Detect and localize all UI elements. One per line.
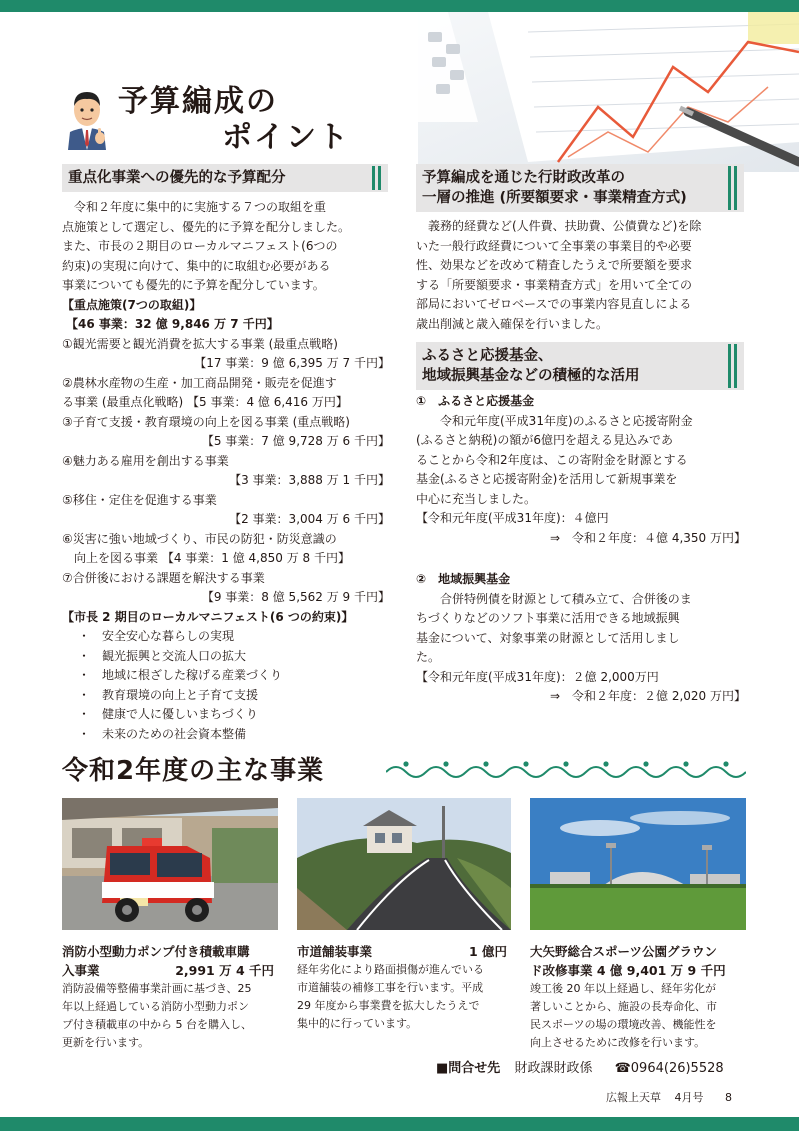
funds-body	[416, 392, 746, 707]
fund-line: ちづくりなどのソフト事業に活用できる地域振興	[416, 611, 680, 625]
fund-line: 合併特例債を財源として積み立て、合併後のま	[440, 591, 692, 606]
measure-amount: 【2 事業：3,004 万 6 千円】	[229, 512, 390, 526]
subheading-key-total: 【46 事業：32 億 9,846 万 7 千円】	[66, 317, 279, 331]
heading-bars	[728, 166, 738, 210]
fund-title: ① ふるさと応援基金	[416, 394, 535, 408]
reform-line: 義務的経費など(人件費、扶助費、公債費など)を除	[428, 219, 702, 233]
priority-body	[62, 198, 390, 744]
page-title	[118, 84, 350, 156]
project-desc: 竣工後 20 年以上経過し、経年劣化が	[530, 982, 716, 995]
issue-label: 4月号	[674, 1091, 704, 1104]
project-amount: 2,991 万 4 千円	[175, 963, 274, 978]
section-heading-text: 予算編成を通じた行財政改革の	[422, 170, 625, 186]
title-line-1: 予算編成の	[118, 84, 278, 119]
bottom-border	[0, 1117, 799, 1131]
road-paving-photo	[297, 798, 511, 930]
measure-item: 向上を図る事業 【4 事業：1 億 4,850 万 8 千円】	[74, 551, 350, 565]
intro-line: 約束)の実現に向けて、集中的に取組む必要がある	[62, 258, 331, 273]
fund-line: 令和元年度(平成31年度)のふるさと応援寄附金	[440, 413, 693, 428]
contact-info	[436, 1057, 724, 1076]
reform-line: 部局においてゼロベースでの事業内容見直しによる	[416, 297, 692, 311]
projects-title: 令和2年度の主な事業	[62, 756, 325, 786]
fund-line: 中心に充当しました。	[416, 491, 537, 506]
section-heading-funds	[416, 342, 744, 390]
project-card-road	[297, 942, 511, 1033]
fund-line: 基金について、対象事業の財源として活用しまし	[416, 630, 680, 645]
project-name: ド改修事業	[530, 963, 593, 978]
contact-label: ■問合せ先	[436, 1061, 501, 1076]
reform-line: する「所要額要求・事業精査方式」を用いて全ての	[416, 277, 693, 292]
section-heading-text: ふるさと応援基金、	[422, 348, 553, 364]
project-desc: 市道舗装の補修工事を行います。平成	[297, 981, 484, 994]
fund-line: 基金(ふるさと応援寄附金)を活用して新規事業を	[416, 472, 678, 486]
section-heading-priority	[62, 164, 388, 192]
top-border	[0, 0, 799, 12]
businessman-illustration	[62, 86, 112, 150]
project-name: 入事業	[62, 963, 100, 978]
fund-line: (ふるさと納税)の額が6億円を超える見込みであ	[416, 433, 673, 447]
publication-name: 広報上天草	[606, 1091, 661, 1104]
contact-dept: 財政課財政係	[514, 1061, 593, 1076]
fund-amount: ⇒ 令和２年度：４億 4,350 万円】	[549, 530, 746, 545]
subheading-key-measures: 【重点施策(7つの取組)】	[62, 297, 202, 312]
measure-amount: 【17 事業：9 億 6,395 万 7 千円】	[194, 356, 390, 370]
list-item: ・ 地域に根ざした稼げる産業づくり	[78, 666, 390, 686]
project-card-sports	[530, 942, 746, 1052]
reform-body	[416, 217, 746, 334]
manifesto-list	[62, 627, 390, 744]
project-desc: プ付き積載車の中から 5 台を購入し、	[62, 1018, 252, 1031]
fund-title: ② 地域振興基金	[416, 572, 511, 586]
project-desc: 更新を行います。	[62, 1036, 150, 1049]
project-desc: 著しいことから、施設の長寿命化、市	[530, 1000, 717, 1013]
manifesto-heading: 【市長 2 期目のローカルマニフェスト(6 つの約束)】	[62, 609, 354, 624]
list-item: ・ 教育環境の向上と子育て支援	[78, 686, 390, 706]
section-heading-reform	[416, 164, 744, 212]
measure-amount: 【5 事業：7 億 9,728 万 6 千円】	[201, 434, 390, 448]
heading-bars	[728, 344, 738, 388]
heading-bars	[372, 166, 382, 190]
section-heading-text: 重点化事業への優先的な予算配分	[68, 170, 286, 186]
fund-amount: ⇒ 令和２年度：２億 2,020 万円】	[549, 689, 746, 703]
project-amount: 1 億円	[468, 944, 507, 959]
measure-item: ⑥災害に強い地域づくり、市民の防犯・防災意識の	[62, 531, 337, 546]
page-number: 8	[725, 1091, 732, 1104]
project-desc: 消防設備等整備事業計画に基づき、25	[62, 982, 252, 995]
measure-item: ④魅力ある雇用を創出する事業	[62, 453, 229, 468]
list-item: ・ 健康で人に優しいまちづくり	[78, 705, 390, 725]
measure-item: ③子育て支援・教育環境の向上を図る事業 (重点戦略)	[62, 414, 350, 429]
sports-park-photo	[530, 798, 746, 930]
measure-item: ①観光需要と観光消費を拡大する事業 (最重点戦略)	[62, 336, 338, 351]
project-name: 大矢野総合スポーツ公園グラウン	[530, 944, 718, 959]
project-card-fire	[62, 942, 278, 1052]
intro-line: 点施策として選定し、優先的に予算を配分しました。	[62, 219, 351, 234]
project-desc: 民スポーツの場の環境改善、機能性を	[530, 1018, 717, 1031]
project-name: 消防小型動力ポンプ付き積載車購	[62, 944, 250, 959]
project-amount: 4 億 9,401 万 9 千円	[596, 963, 726, 978]
fund-amount: 【令和元年度(平成31年度)：２億 2,000万円	[416, 669, 659, 684]
measure-amount: 【9 事業：8 億 5,562 万 9 千円】	[201, 590, 390, 604]
intro-line: 事業についても優先的に予算を配分しています。	[62, 278, 325, 292]
list-item: ・ 観光振興と交流人口の拡大	[78, 647, 390, 667]
measure-item: る事業 (最重点化戦略) 【5 事業：4 億 6,416 万円】	[62, 395, 348, 409]
intro-line: また、市長の２期目のローカルマニフェスト(6つの	[62, 239, 338, 253]
reform-line: いた一般行政経費について全事業の事業目的や必要	[416, 238, 692, 253]
project-desc: 29 年度から事業費を拡大したうえで	[297, 999, 480, 1012]
intro-line: 令和２年度に集中的に実施する７つの取組を重	[74, 200, 327, 214]
project-desc: 経年劣化により路面損傷が進んでいる	[297, 963, 484, 976]
fund-amount: 【令和元年度(平成31年度)：４億円	[416, 511, 609, 525]
fund-line: た。	[416, 650, 441, 664]
reform-line: 性、効果などを改めて精査したうえで所要額を要求	[416, 258, 693, 272]
project-name: 市道舗装事業	[297, 944, 373, 959]
project-desc: 集中的に行っています。	[297, 1017, 418, 1030]
list-item: ・ 安全安心な暮らしの実現	[78, 627, 390, 647]
section-heading-text: 地域振興基金などの積極的な活用	[422, 368, 640, 384]
fund-line: ることから令和2年度は、この寄附金を財源とする	[416, 452, 688, 467]
contact-phone: ☎0964(26)5528	[614, 1061, 724, 1076]
reform-line: 歳出削減と歳入確保を行いました。	[416, 316, 609, 331]
fire-truck-photo	[62, 798, 278, 930]
title-line-2: ポイント	[222, 120, 350, 155]
measure-item: ⑦合併後における課題を解決する事業	[62, 570, 265, 585]
section-heading-text: 一層の推進 (所要額要求・事業精査方式)	[422, 190, 687, 206]
project-desc: 年以上経過している消防小型動力ポン	[62, 1000, 249, 1013]
list-item: ・ 未来のための社会資本整備	[78, 725, 390, 745]
page-footer	[606, 1089, 732, 1105]
hero-chart-photo	[418, 12, 799, 172]
measure-item: ⑤移住・定住を促進する事業	[62, 492, 217, 507]
measure-amount: 【3 事業：3,888 万 1 千円】	[229, 473, 390, 487]
project-desc: 向上させるために改修を行います。	[530, 1036, 706, 1049]
measure-item: ②農林水産物の生産・加工商品開発・販売を促進す	[62, 375, 337, 390]
wave-ornament	[386, 760, 746, 784]
